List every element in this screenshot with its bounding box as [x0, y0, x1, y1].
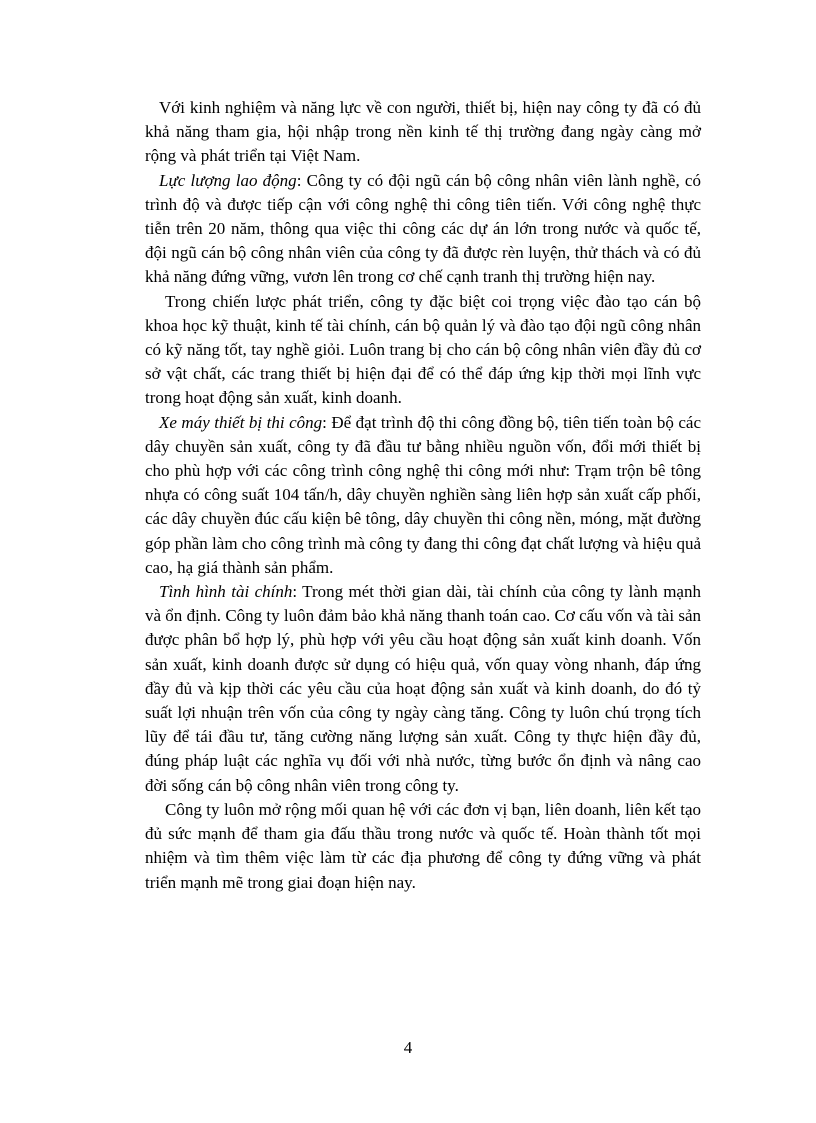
page-number: 4: [403, 1038, 413, 1057]
document-body: [145, 96, 701, 895]
paragraph-training: [145, 290, 701, 411]
paragraph-lead: Xe máy thiết bị thi công: [159, 412, 323, 432]
paragraph-text: Trong chiến lược phát triển, công ty đặc biệt coi trọng việc đào tạo cán bộ khoa học kỹ thuật, kinh tế tài chính, cán bộ quản lý và đào tạo đội ngũ công nhân có kỹ năng tốt, tay nghề giỏi. Luôn trang bị cho cán bộ công nhân viên đầy đủ cơ sở vật chất, các trang thiết bị hiện đại để có thể đáp ứng kịp thời mọi lĩnh vực trong hoạt động sản xuất, kinh doanh.: [145, 291, 701, 408]
paragraph-lead: Lực lượng lao động: [159, 170, 297, 190]
paragraph-text: : Công ty có đội ngũ cán bộ công nhân viên lành nghề, có trình độ và được tiếp cận với công nghệ thi công tiên tiến. Với công nghệ thực tiễn trên 20 năm, thông qua việc thi công các dự án lớn trong nước và quốc tế, đội ngũ cán bộ công nhân viên của công ty đã được rèn luyện, thử thách và có đủ khả năng đứng vững, vươn lên trong cơ chế cạnh tranh thị trường hiện nay.: [145, 170, 701, 287]
paragraph-partnership: [145, 798, 701, 895]
paragraph-text: Công ty luôn mở rộng mối quan hệ với các đơn vị bạn, liên doanh, liên kết tạo đủ sức mạnh để tham gia đấu thầu trong nước và quốc tế. Hoàn thành tốt mọi nhiệm và tìm thêm việc làm từ các địa phương để công ty đứng vững và phát triển mạnh mẽ trong giai đoạn hiện nay.: [145, 799, 701, 892]
paragraph-text: : Để đạt trình độ thi công đồng bộ, tiên tiến toàn bộ các dây chuyền sản xuất, công ty đã đầu tư bằng nhiều nguồn vốn, đổi mới thiết bị cho phù hợp với các công trình công nghệ thi công mới như: Trạm trộn bê tông nhựa có công suất 104 tấn/h, dây chuyền nghiền sàng liên hợp sản xuất cấp phối, các dây chuyền đúc cấu kiện bê tông, dây chuyền thi công nền, móng, mặt đường góp phần làm cho công trình mà công ty đang thi công đạt chất lượng và hiệu quả cao, hạ giá thành sản phẩm.: [145, 412, 701, 577]
paragraph-equipment: [145, 411, 701, 580]
paragraph-text: Với kinh nghiệm và năng lực về con người, thiết bị, hiện nay công ty đã có đủ khả năng tham gia, hội nhập trong nền kinh tế thị trường đang ngày càng mở rộng và phát triển tại Việt Nam.: [145, 98, 701, 166]
paragraph-text: : Trong mét thời gian dài, tài chính của công ty lành mạnh và ổn định. Công ty luôn đảm bảo khả năng thanh toán cao. Cơ cấu vốn và tài sản được phân bổ hợp lý, phù hợp với yêu cầu hoạt động sản xuất kinh doanh. Vốn sản xuất, kinh doanh được sử dụng có hiệu quả, vốn quay vòng nhanh, đáp ứng đầy đủ và kịp thời các yêu cầu của hoạt động sản xuất và kinh doanh, do đó tỷ suất lợi nhuận trên vốn của công ty ngày càng tăng. Công ty luôn chú trọng tích lũy để tái đầu tư, tăng cường năng lượng sản xuất. Công ty thực hiện đầy đủ, đúng pháp luật các nghĩa vụ đối với nhà nước, từng bước ổn định và nâng cao đời sống cán bộ công nhân viên trong công ty.: [145, 582, 701, 795]
paragraph-lead: Tình hình tài chính: [159, 582, 293, 602]
paragraph-workforce: [145, 169, 701, 290]
paragraph-experience: [145, 96, 701, 169]
paragraph-finance: [145, 580, 701, 798]
